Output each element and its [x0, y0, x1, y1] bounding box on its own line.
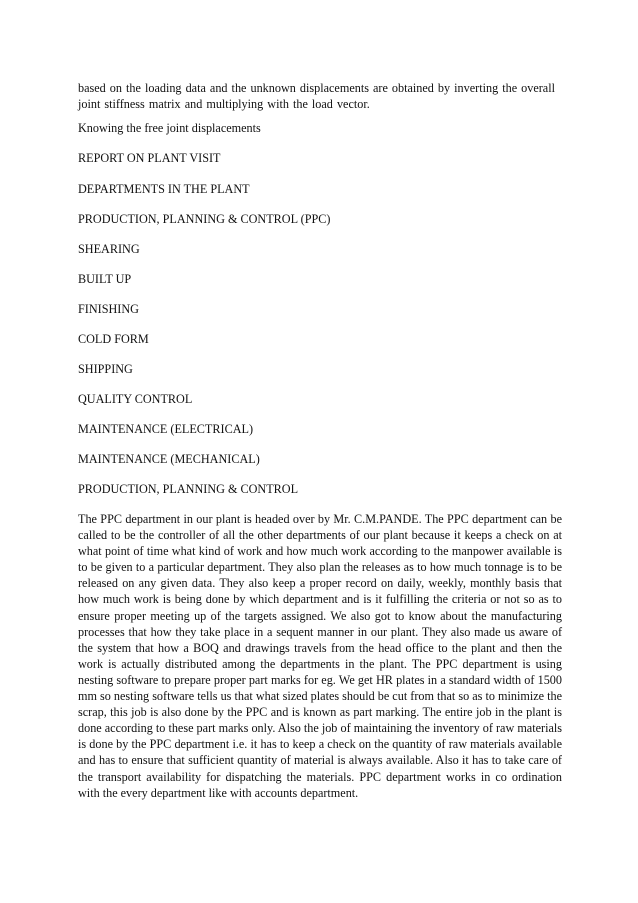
report-heading: REPORT ON PLANT VISIT — [78, 151, 221, 165]
section-heading: PRODUCTION, PLANNING & CONTROL — [78, 482, 299, 496]
department-item: PRODUCTION, PLANNING & CONTROL (PPC) — [78, 212, 331, 226]
department-item: SHIPPING — [78, 362, 133, 376]
department-item: SHEARING — [78, 242, 140, 256]
department-item: MAINTENANCE (MECHANICAL) — [78, 452, 260, 466]
department-item: MAINTENANCE (ELECTRICAL) — [78, 422, 253, 436]
department-item: FINISHING — [78, 302, 139, 316]
knowing-line: Knowing the free joint displacements — [78, 121, 261, 135]
department-item: QUALITY CONTROL — [78, 392, 193, 406]
intro-paragraph: based on the loading data and the unknown displacements are obtained by inverting the overall joint stiffness matrix and multiplying with the load vector. — [78, 81, 555, 111]
body-paragraph: The PPC department in our plant is headed over by Mr. C.M.PANDE. The PPC department can be called to be the controller of all the other departments of our plant because it keeps a check on at what point of time what kind of work and how much work according to the manpower available is to be given to a particular department. They also plan the releases as to how much tonnage is to be released on any given data. They also keep a proper record on daily, weekly, monthly basis that how much work is being done by which department and is it fulfilling the criteria or not so as to ensure proper meeting up of the targets assigned. We also got to know about the manufacturing processes that how they take place in a sequent manner in our plant. They also made us aware of the system that how a BOQ and drawings travels from the head office to the plant and then the work is actually distributed among the departments in the plant. The PPC department is using nesting software to prepare proper part marks for eg. We get HR plates in a standard width of 1500 mm so nesting software tells us that what sized plates should be cut from that so as to minimize the scrap, this job is also done by the PPC and is known as part marking. The entire job in the plant is done according to these part marks only. Also the job of maintaining the inventory of raw materials is done by the PPC department i.e. it has to keep a check on the quantity of raw materials available and has to ensure that sufficient quantity of material is always available. Also it has to take care of the transport availability for dispatching the materials. PPC department works in co ordination with the every department like with accounts department. — [78, 512, 562, 800]
departments-heading: DEPARTMENTS IN THE PLANT — [78, 182, 250, 196]
department-item: BUILT UP — [78, 272, 132, 286]
department-item: COLD FORM — [78, 332, 149, 346]
